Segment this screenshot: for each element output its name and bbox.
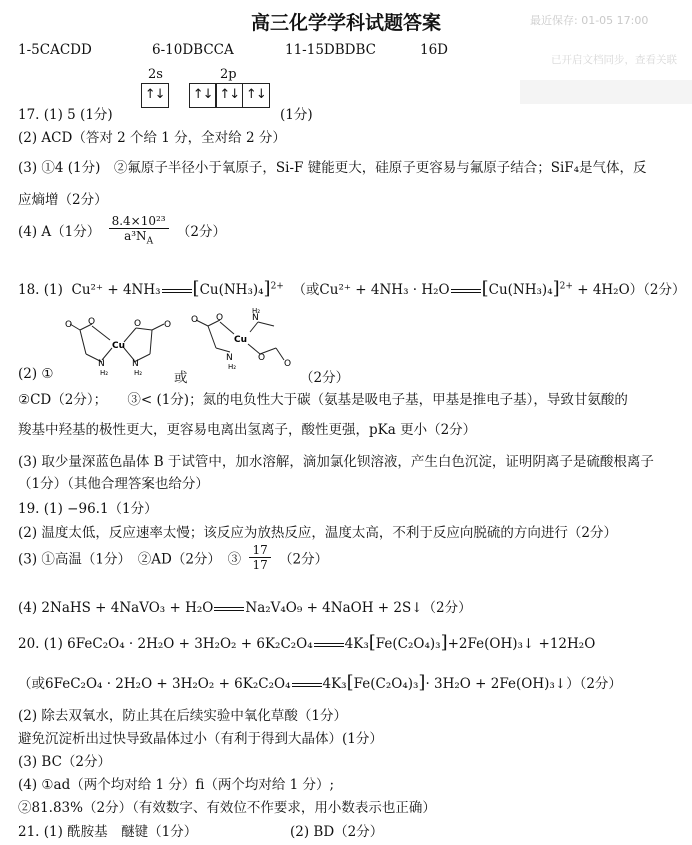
q18-line3: ②CD（2分）； ③< (1分)；氮的电负性大于碳（氨基是吸电子基，甲基是推电子基），导致甘氨酸的 xyxy=(18,392,628,408)
svg-text:H₂: H₂ xyxy=(228,363,237,370)
q21-line1: 21. (1) 酰胺基 醚键（1分） xyxy=(18,824,198,840)
save-status-watermark: 最近保存: 01-05 17:00 xyxy=(530,14,649,27)
svg-text:H₂: H₂ xyxy=(100,369,109,376)
q20-line2: （或6FeC₂O₄ · 2H₂O + 3H₂O₂ + 6K₂C₂O₄ 4K₃[Fe(C₂O₄)₃]· 3H₂O + 2Fe(OH)₃↓）（2分） xyxy=(18,672,622,693)
sync-status-watermark: 已开启文档同步，查看关联 xyxy=(551,54,677,66)
watermark-bar xyxy=(520,80,692,104)
orbital-box-2s: ↑↓ xyxy=(141,83,169,108)
q19-line4: (4) 2NaHS + 4NaVO₃ + H₂O Na₂V₄O₉ + 4NaOH + 2S↓（2分） xyxy=(18,600,472,616)
q18-line6: （1分）（其他合理答案也给分） xyxy=(18,476,209,492)
q17-line2: (2) ACD（答对 2 个给 1 分，全对给 2 分） xyxy=(18,130,286,146)
density-numerator: 8.4×10²³ xyxy=(109,214,169,229)
q18-equation-line: 18. (1) Cu²⁺ + 4NH₃ $[Cu(NH_3)_4]^{2+}$ （或Cu²⁺ + 4NH₃ · H₂O $[Cu(NH_3)_4]^{2+} + 4H_2O)(2$分） xyxy=(18,278,686,299)
svg-text:Cu: Cu xyxy=(234,335,248,345)
svg-text:O: O xyxy=(258,353,266,363)
orbital-2s-label: 2s xyxy=(148,67,163,82)
q18-line4: 羧基中羟基的极性更大，更容易电离出氢离子，酸性更强，pKa 更小（2分） xyxy=(18,422,477,438)
q19-fraction: $\frac{17}{17}$ xyxy=(249,543,270,572)
orbital-box-2p-1: ↑↓ xyxy=(189,83,217,108)
q18-line5: (3) 取少量深蓝色晶体 B 于试管中，加水溶解，滴加氯化钡溶液，产生白色沉淀，证明阴离子是硫酸根离子 xyxy=(18,454,654,470)
q20-line3: (2) 除去双氧水，防止其在后续实验中氧化草酸（1分） xyxy=(18,708,348,724)
answers-11-15: 11-15DBDBC xyxy=(285,42,376,58)
answers-1-5: 1-5CACDD xyxy=(18,42,92,58)
density-fraction xyxy=(109,214,169,246)
svg-text:H₂: H₂ xyxy=(134,369,143,376)
q19-line3: (3) ①高温（1分） ②AD（2分） ③ $\frac{17}{17}$ （2分） xyxy=(18,543,329,572)
q17-line1: 17. (1) 5 (1分) xyxy=(18,107,113,123)
orbital-2p-label: 2p xyxy=(220,67,237,82)
density-denominator: $a^3N_A$ xyxy=(124,229,154,247)
svg-text:O: O xyxy=(284,359,292,369)
q17-line5: (4) A（1分） $\frac{\text{8.4×10²³}}{a^3N_A}$ （2分） xyxy=(18,214,226,247)
svg-text:O: O xyxy=(191,315,199,325)
answers-6-10: 6-10DBCCA xyxy=(152,42,234,58)
q20-line4: 避免沉淀析出过快导致晶体过小（有利于得到大晶体）(1分） xyxy=(18,731,383,747)
q17-line4: 应熵增（2分） xyxy=(18,192,108,208)
svg-text:N: N xyxy=(132,359,139,369)
svg-text:O: O xyxy=(134,319,142,329)
q20-line1: 20. (1) 6FeC₂O₄ · 2H₂O + 3H₂O₂ + 6K₂C₂O₄ 4K₃[Fe(C₂O₄)₃]+2Fe(OH)₃↓ +12H₂O xyxy=(18,632,596,653)
svg-text:H₂: H₂ xyxy=(252,308,261,315)
q17-line1-score: (1分) xyxy=(280,107,313,123)
page-title: 高三化学学科试题答案 xyxy=(250,12,441,34)
q18-line2-or: 或 xyxy=(174,370,188,386)
svg-text:O: O xyxy=(88,317,96,327)
answers-16: 16D xyxy=(420,42,449,58)
svg-text:O: O xyxy=(65,320,73,330)
q20-line7: ②81.83%（2分）（有效数字、有效位不作要求，用小数表示也正确） xyxy=(18,800,436,816)
svg-text:N: N xyxy=(226,353,233,363)
svg-text:O: O xyxy=(164,320,172,330)
q20-line5: (3) BC（2分） xyxy=(18,754,112,770)
orbital-2s xyxy=(142,67,169,108)
cu-glycinate-cis-structure xyxy=(64,314,174,376)
svg-text:O: O xyxy=(216,313,224,323)
orbital-2p xyxy=(190,67,270,108)
orbital-box-2p-3: ↑↓ xyxy=(242,83,270,108)
q18-line2-score: （2分） xyxy=(300,370,350,386)
q19-line1: 19. (1) −96.1（1分） xyxy=(18,501,158,517)
orbital-box-2p-2: ↑↓ xyxy=(215,83,243,108)
q18-line2-prefix: (2) ① xyxy=(18,366,54,382)
svg-text:Cu: Cu xyxy=(112,341,126,351)
svg-text:N: N xyxy=(98,359,105,369)
q21-line1-part2: (2) BD（2分） xyxy=(290,824,384,840)
cu-glycinate-trans-structure xyxy=(190,308,300,370)
q20-line6: (4) ①ad（两个均对给 1 分）fi（两个均对给 1 分）; xyxy=(18,777,335,793)
svg-text:N: N xyxy=(252,313,259,323)
q19-line2: (2) 温度太低，反应速率太慢；该反应为放热反应，温度太高，不利于反应向脱硫的方向进行（2分） xyxy=(18,525,618,541)
q17-line3: (3) ①4 (1分) ②氟原子半径小于氧原子，Si-F 键能更大，硅原子更容易与氟原子结合；SiF₄是气体，反 xyxy=(18,160,647,176)
